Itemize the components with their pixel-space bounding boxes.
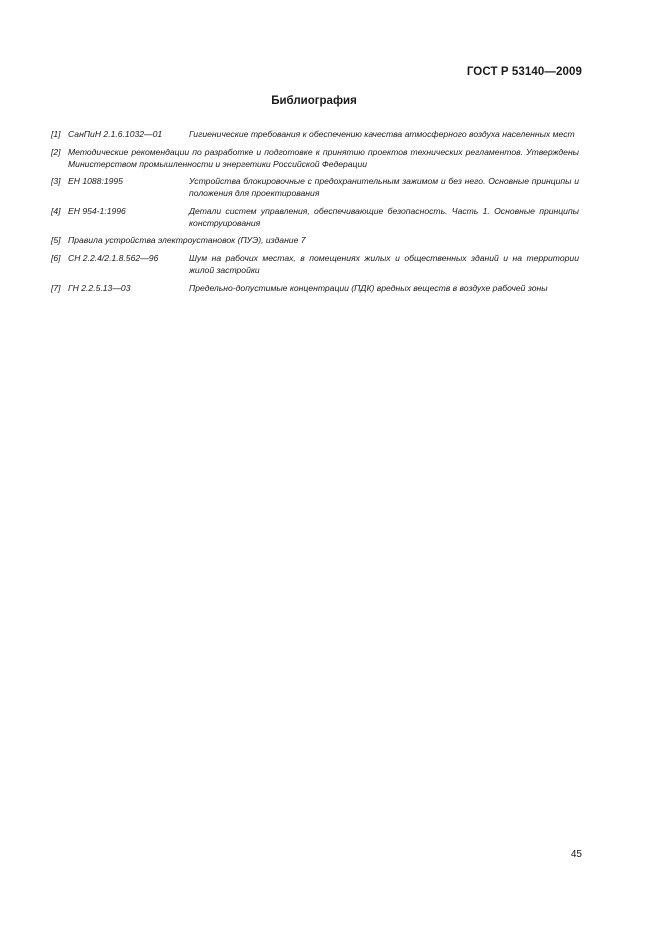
bibliography-entry-1 [51, 128, 579, 140]
entry-text: Методические рекомендации по разработке и подготовке к принятию проектов технических регламентов. Утверждены Министерством промышленности и энергетики Российской Федерации [68, 146, 579, 169]
section-title: Библиография [271, 95, 357, 107]
entry-number: [5] [51, 235, 61, 246]
entry-number: [6] [51, 252, 61, 263]
entry-code: ГН 2.2.5.13—03 [68, 282, 131, 293]
entry-code: ЕН 954-1:1996 [68, 205, 126, 216]
bibliography-entry-3 [51, 175, 579, 199]
entry-description: Гигиенические требования к обеспечению качества атмосферного воздуха населенных мест [189, 129, 575, 139]
entry-code: СанПиН 2.1.6.1032—01 [68, 129, 163, 139]
document-header: ГОСТ Р 53140—2009 [466, 66, 582, 78]
entry-description: Шум на рабочих местах, в помещениях жилых и общественных зданий и на территории жилой застройки [189, 252, 579, 275]
page-number: 45 [570, 849, 582, 860]
bibliography-entry-5 [51, 234, 579, 246]
bibliography-entry-2 [51, 146, 579, 170]
bibliography-list [51, 128, 579, 299]
entry-description: Предельно-допустимые концентрации (ПДК) вредных веществ в воздухе рабочей зоны [189, 282, 548, 293]
entry-number: [3] [51, 176, 61, 187]
bibliography-entry-4 [51, 205, 579, 229]
entry-number: [2] [51, 146, 61, 157]
entry-code: СН 2.2.4/2.1.8.562—96 [68, 252, 159, 263]
entry-number: [1] [51, 129, 61, 139]
bibliography-entry-6 [51, 252, 579, 276]
entry-description: Устройства блокировочные с предохранительным зажимом и без него. Основные принципы и положения для проектирования [189, 176, 579, 199]
entry-number: [7] [51, 282, 61, 293]
entry-description: Детали систем управления, обеспечивающие безопасность. Часть 1. Основные принципы конструирования [189, 205, 579, 228]
entry-number: [4] [51, 205, 61, 216]
entry-code: ЕН 1088:1995 [68, 176, 123, 187]
bibliography-entry-7 [51, 282, 579, 294]
entry-text: Правила устройства электроустановок (ПУЭ), издание 7 [68, 235, 306, 246]
